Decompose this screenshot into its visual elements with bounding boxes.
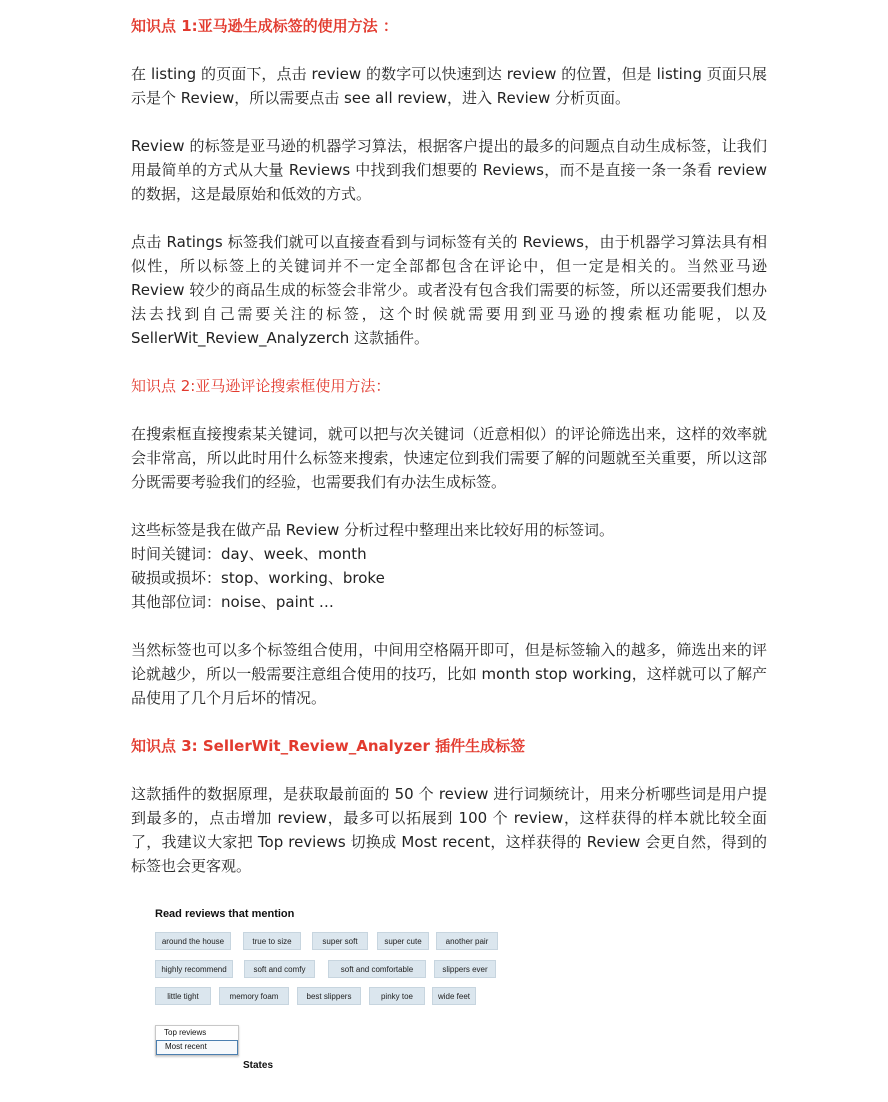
article-body (131, 14, 767, 878)
review-tags-screenshot (147, 899, 517, 1089)
review-tags-title: Read reviews that mention (155, 908, 295, 920)
review-tag[interactable]: best slippers (297, 987, 361, 1005)
review-tag[interactable]: soft and comfortable (328, 960, 426, 978)
review-tag[interactable]: super soft (312, 932, 368, 950)
paragraph-6: 当然标签也可以多个标签组合使用，中间用空格隔开即可，但是标签输入的越多，筛选出来的评论就越少，所以一般需要注意组合使用的技巧，比如 month stop working，这样就可以了解产品使用了几个月后坏的情况。 (131, 641, 767, 707)
paragraph-2: Review 的标签是亚马逊的机器学习算法，根据客户提出的最多的问题点自动生成标签，让我们用最简单的方式从大量 Reviews 中找到我们想要的 Reviews，而不是直接一条一条看 review 的数据，这是最原始和低效的方式。 (131, 137, 767, 203)
review-tag[interactable]: highly recommend (155, 960, 233, 978)
paragraph-7: 这款插件的数据原理，是获取最前面的 50 个 review 进行词频统计，用来分析哪些词是用户提到最多的，点击增加 review，最多可以拓展到 100 个 review，这样获得的样本就比较全面了，我建议大家把 Top reviews 切换成 Most recent，这样获得的 Review 会更自然，得到的标签也会更客观。 (131, 785, 767, 875)
sort-dropdown[interactable] (155, 1025, 239, 1056)
review-tag[interactable]: memory foam (219, 987, 289, 1005)
section-heading-3: 知识点 3: SellerWit_Review_Analyzer 插件生成标签 (131, 737, 526, 755)
review-tag[interactable]: another pair (436, 932, 498, 950)
review-tag[interactable]: around the house (155, 932, 231, 950)
keyword-line-parts: 其他部位词：noise、paint … (131, 593, 334, 611)
paragraph-3: 点击 Ratings 标签我们就可以直接查看到与词标签有关的 Reviews，由于机器学习算法具有相似性，所以标签上的关键词并不一定全部都包含在评论中，但一定是相关的。当然亚马逊 Review 较少的商品生成的标签会非常少。或者没有包含我们需要的标签，所以还需要我们想办法去找到自己需要关注的标签，这个时候就需要用到亚马逊的搜索框功能呢，以及 SellerWit_Review_Analyzerch 这款插件。 (131, 233, 767, 347)
keyword-line-damage: 破损或损坏：stop、working、broke (131, 569, 385, 587)
review-tag[interactable]: pinky toe (369, 987, 425, 1005)
sort-option-top-reviews[interactable]: Top reviews (164, 1028, 207, 1037)
review-tag[interactable]: wide feet (432, 987, 476, 1005)
section-heading-2: 知识点 2:亚马逊评论搜索框使用方法： (131, 377, 391, 395)
review-tag[interactable]: super cute (377, 932, 429, 950)
review-tag[interactable]: little tight (155, 987, 211, 1005)
paragraph-1: 在 listing 的页面下，点击 review 的数字可以快速到达 review 的位置，但是 listing 页面只展示是个 Review，所以需要点击 see all review，进入 Review 分析页面。 (131, 65, 767, 107)
sort-option-most-recent[interactable]: Most recent (156, 1040, 238, 1055)
review-tag[interactable]: true to size (243, 932, 301, 950)
states-label: States (243, 1060, 274, 1071)
review-tag[interactable]: slippers ever (434, 960, 496, 978)
section-heading-1: 知识点 1:亚马逊生成标签的使用方法 ： (131, 17, 398, 35)
paragraph-5: 这些标签是我在做产品 Review 分析过程中整理出来比较好用的标签词。 (131, 521, 615, 539)
paragraph-4: 在搜索框直接搜索某关键词，就可以把与次关键词（近意相似）的评论筛选出来，这样的效率就会非常高，所以此时用什么标签来搜索，快速定位到我们需要了解的问题就至关重要，所以这部分既需要考验我们的经验，也需要我们有办法生成标签。 (131, 425, 767, 491)
review-tag[interactable]: soft and comfy (244, 960, 315, 978)
keyword-line-time: 时间关键词：day、week、month (131, 545, 367, 563)
